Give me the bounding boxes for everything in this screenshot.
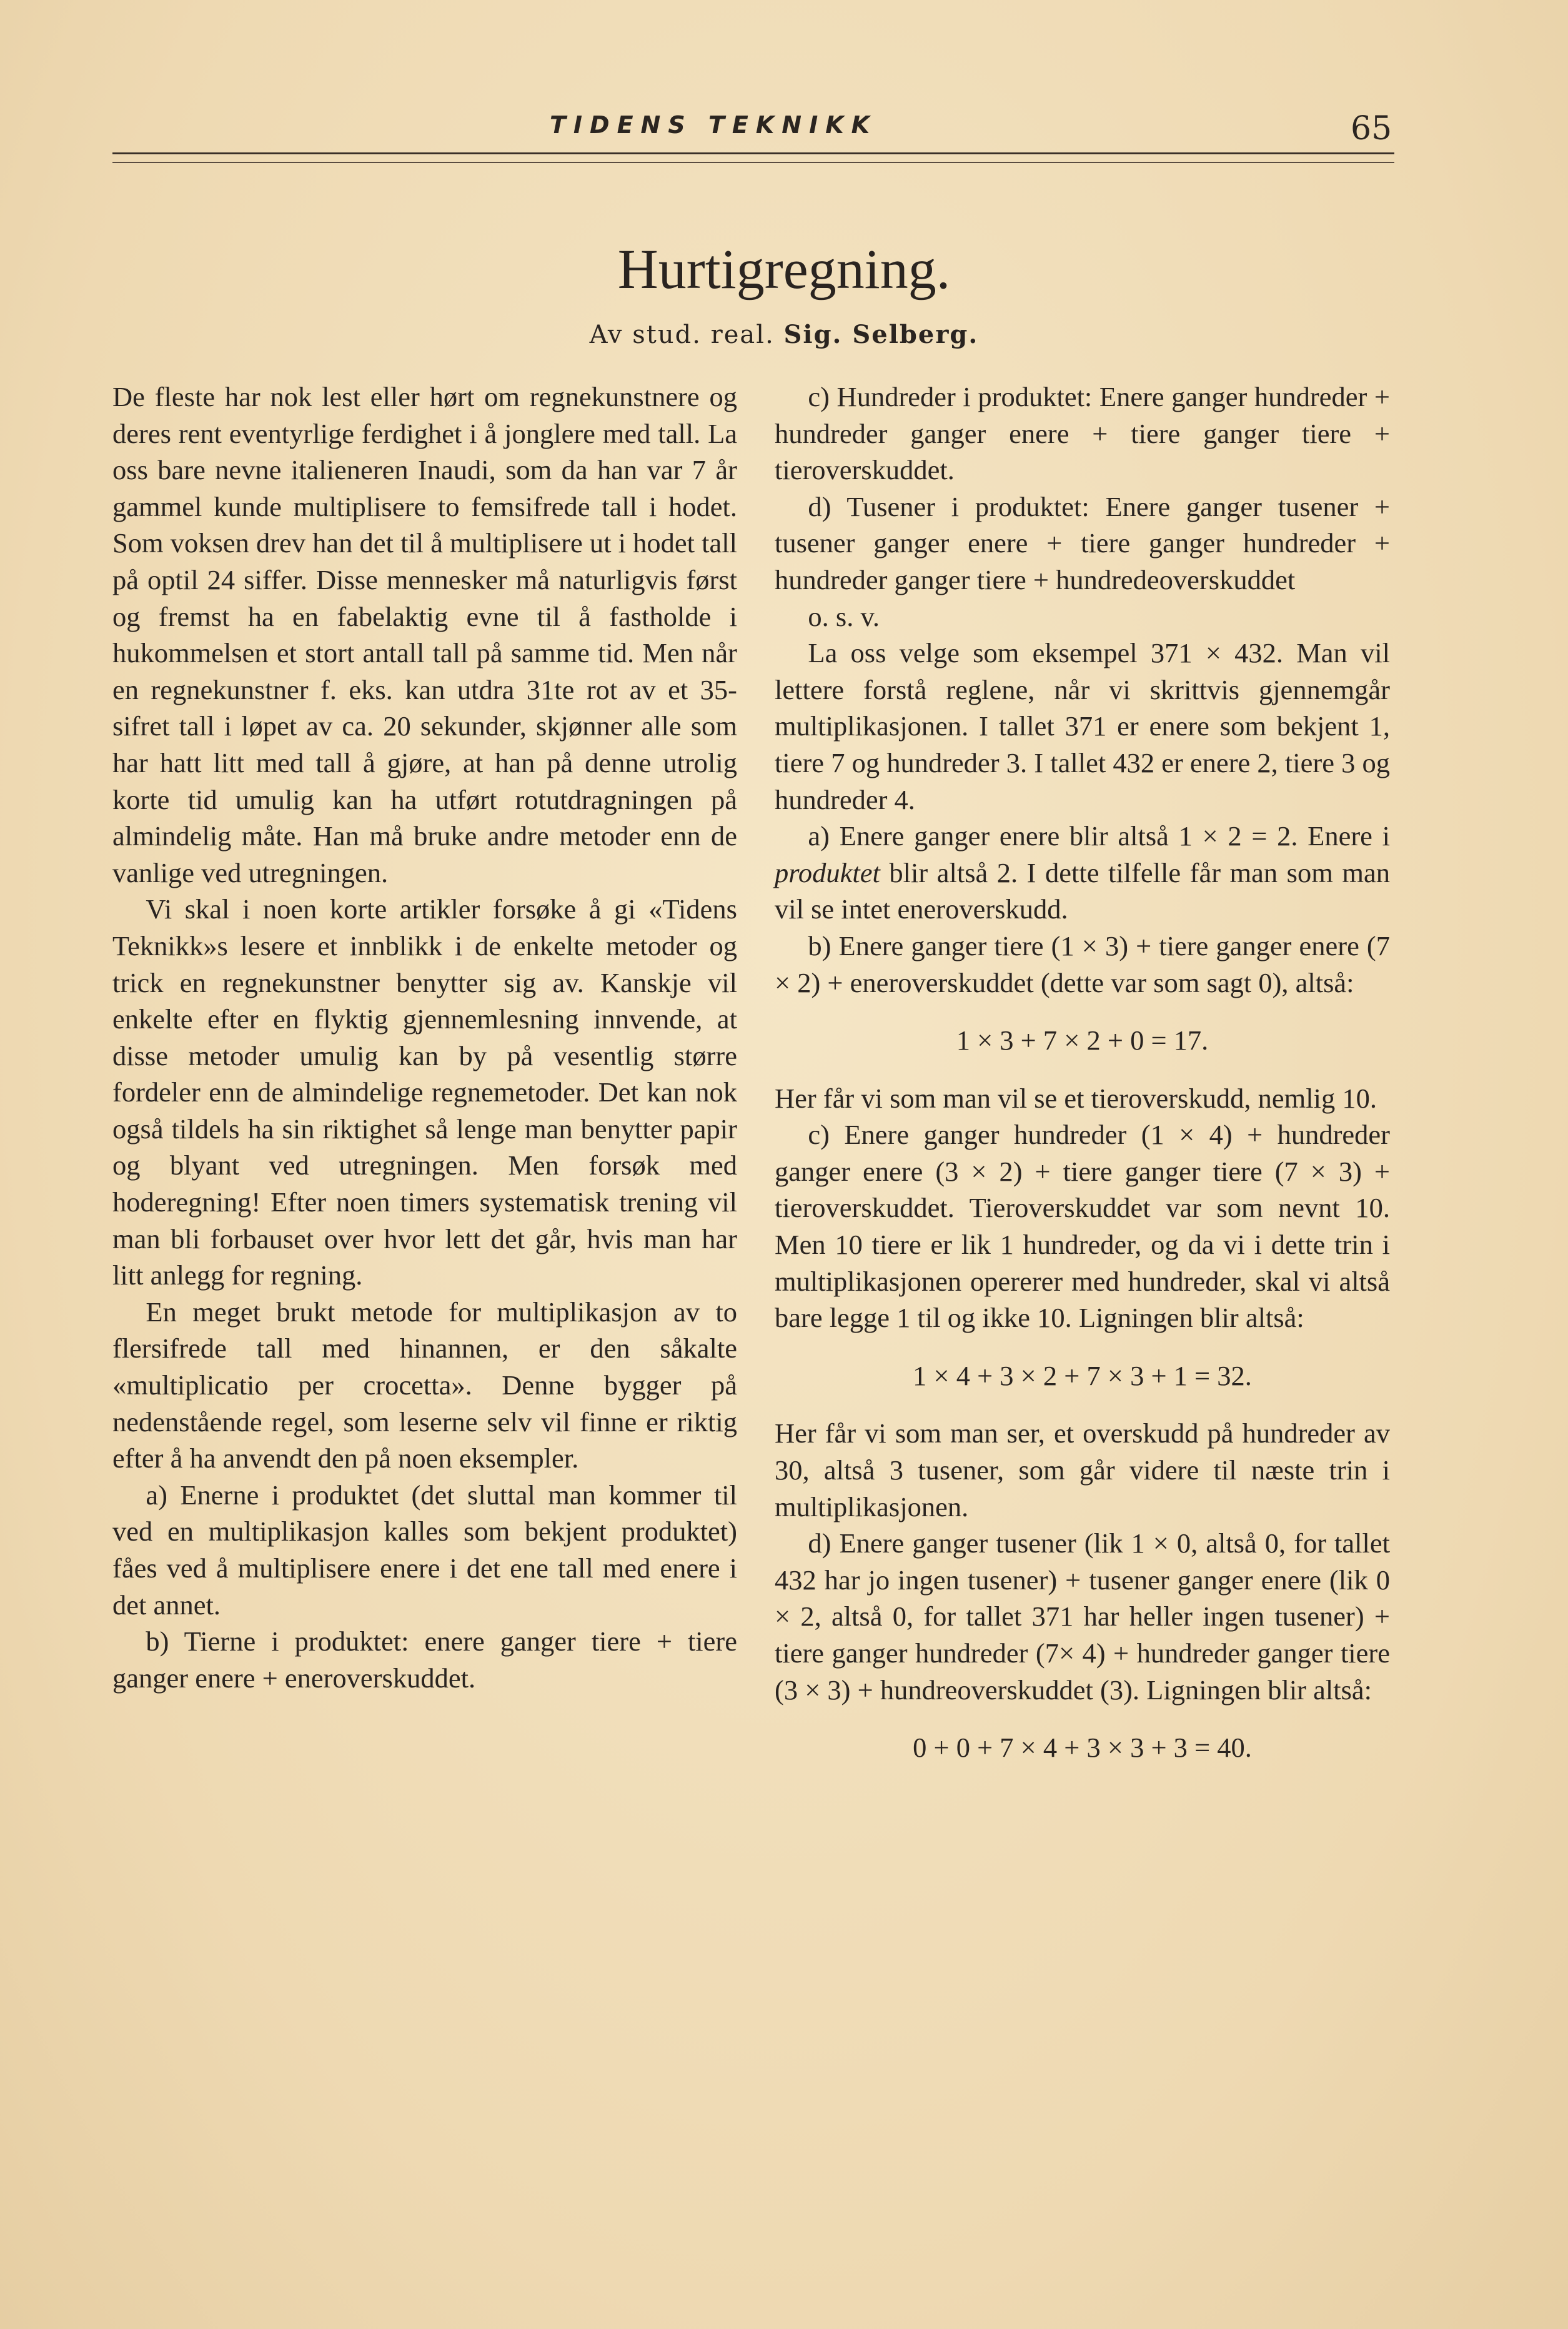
right-column <box>775 379 1390 1787</box>
after-c: Her får vi som man ser, et overskudd på hundreder av 30, altså 3 tusener, som går videre til næste trin i multiplikasjonen. <box>775 1418 1390 1522</box>
rule-d: d) Tusener i produktet: Enere ganger tusener + tusener ganger enere + tiere ganger hundreder + hundreder ganger tiere + hundredeoverskuddet <box>775 490 1390 595</box>
paragraph: b) Tierne i produktet: enere ganger tiere + tiere ganger enere + eneroverskuddet. <box>112 1626 737 1694</box>
byline-prefix: Av stud. real. <box>589 320 775 349</box>
step-c: c) Enere ganger hundreder (1 × 4) + hundreder ganger enere (3 × 2) + tiere ganger tiere (7 × 3) + tieroverskuddet. Tieroverskuddet var som nevnt 10. Men 10 tiere er lik 1 hundreder, og da vi i dette trin i multiplikasjonen opererer med hundreder, skal vi altså bare legge 1 til og ikke 10. Ligningen blir altså: <box>775 1119 1390 1334</box>
after-b: Her får vi som man vil se et tieroverskudd, nemlig 10. <box>775 1082 1377 1114</box>
byline <box>0 320 1568 349</box>
header-rule <box>112 152 1394 163</box>
step-b: b) Enere ganger tiere (1 × 3) + tiere ganger enere (7 × 2) + eneroverskuddet (dette var som sagt 0), altså: <box>775 930 1390 998</box>
running-head: TIDENS TEKNIKK <box>550 111 878 139</box>
etc-line: o. s. v. <box>808 600 880 632</box>
left-column <box>112 379 737 1696</box>
paragraph: De fleste har nok lest eller hørt om regnekunstnere og deres rent eventyrlige ferdighet i å jonglere med tall. La oss bare nevne italieneren Inaudi, som da han var 7 år gammel kunde multiplisere to femsifrede tall i hodet. Som voksen drev han det til å multiplisere ut i hodet tall på optil 24 siffer. Disse mennesker må naturligvis først og fremst ha en fabelaktig evne til å fastholde i hukommelsen et stort antall tall på samme tid. Men når en regnekunstner f. eks. kan utdra 31te rot av et 35-sifret tall i løpet av ca. 20 sekunder, skjønner alle som har hatt litt med tall å gjøre, at han på denne utrolig korte tid umulig kan ha utført rotutdragningen på almindelig måte. Han må bruke andre metoder enn de vanlige ved utregningen. <box>112 381 737 888</box>
paragraph: En meget brukt metode for multiplikasjon av to flersifrede tall med hinannen, er den såkalte «multiplicatio per crocetta». Denne bygger på nedenstående regel, som leserne selv vil finne er riktig efter å ha anvendt den på noen eksempler. <box>112 1296 737 1474</box>
equation-b: 1 × 3 + 7 × 2 + 0 = 17. <box>956 1025 1209 1056</box>
paragraph: Vi skal i noen korte artikler forsøke å gi «Tidens Teknikk»s lesere et innblikk i de enkelte metoder og trick en regnekunstner benytter sig av. Kanskje vil enkelte efter en flyktig gjennemlesning innvende, at disse metoder umulig kan by på vesentlig større fordeler enn de almindelige regnemetoder. Det kan nok også tildels ha sin riktighet så lenge man benytter papir og blyant ved utregningen. Men forsøk med hoderegning! Efter noen timers systematisk trening vil man bli forbauset over hvor lett det går, hvis man har litt anlegg for regning. <box>112 893 737 1291</box>
step-a-before: a) Enere ganger enere blir altså 1 × 2 = 2. Enere i <box>808 820 1390 852</box>
rule-c: c) Hundreder i produktet: Enere ganger hundreder + hundreder ganger enere + tiere ganger tiere + tieroverskuddet. <box>775 381 1390 486</box>
step-a-after: blir altså 2. I dette tilfelle får man som man vil se intet eneroverskudd. <box>775 857 1390 925</box>
byline-author: Sig. Selberg. <box>783 320 979 349</box>
article-title: Hurtigregning. <box>617 239 951 300</box>
step-a-emphasis: produktet <box>775 857 880 888</box>
step-a <box>775 818 1390 928</box>
step-d: d) Enere ganger tusener (lik 1 × 0, altså 0, for tallet 432 har jo ingen tusener) + tusener ganger enere (lik 0 × 2, altså 0, for tallet 371 har heller ingen tusener) + tiere ganger hundreder (7× 4) + hundreder ganger tiere (3 × 3) + hundreoverskuddet (3). Ligningen blir altså: <box>775 1527 1390 1706</box>
equation-c: 1 × 4 + 3 × 2 + 7 × 3 + 1 = 32. <box>913 1359 1252 1391</box>
page-number: 65 <box>1351 110 1392 147</box>
example-intro: La oss velge som eksempel 371 × 432. Man vil lettere forstå reglene, når vi skrittvis gjennemgår multiplikasjonen. I tallet 371 er enere som bekjent 1, tiere 7 og hundreder 3. I tallet 432 er enere 2, tiere 3 og hundreder 4. <box>775 637 1390 815</box>
equation-d: 0 + 0 + 7 × 4 + 3 × 3 + 3 = 40. <box>913 1732 1252 1764</box>
paragraph: a) Enerne i produktet (det sluttal man kommer til ved en multiplikasjon kalles som bekjent produktet) fåes ved å multiplisere enere i det ene tall med enere i det annet. <box>112 1479 737 1621</box>
